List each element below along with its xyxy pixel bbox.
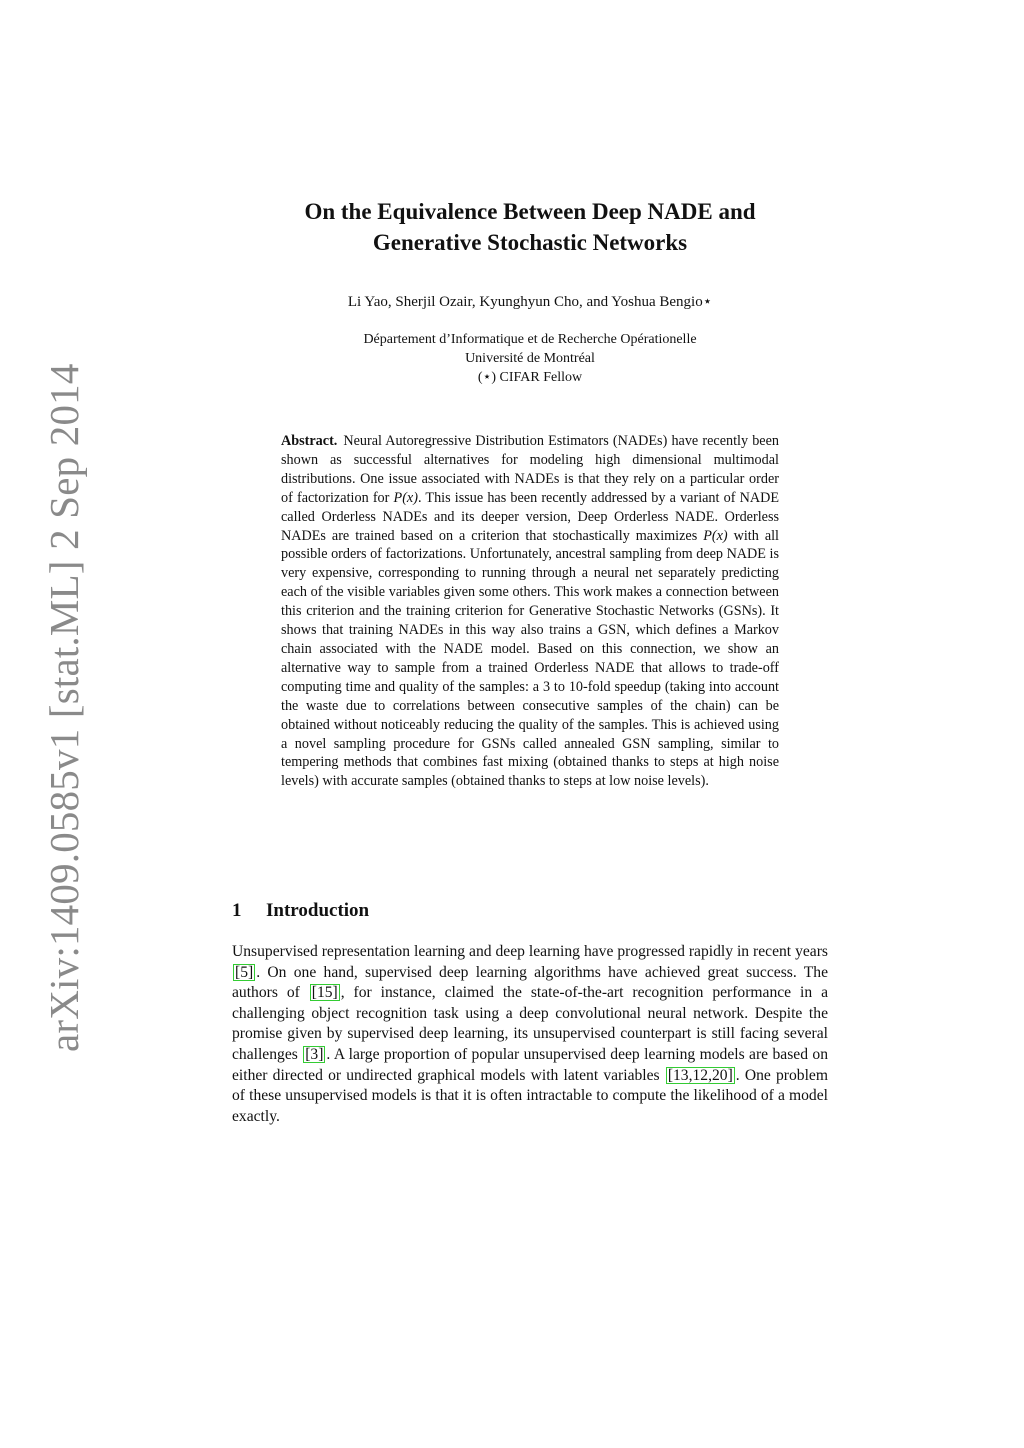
section-title: Introduction [266, 900, 370, 921]
affiliation-fellow-note: (⋆) CIFAR Fellow [477, 370, 583, 385]
citation-link-13-12-20[interactable]: [13,12,20] [667, 1066, 733, 1084]
paper-title [232, 196, 828, 258]
intro-text-1: Unsupervised representation learning and deep learning have progressed rapidly in recent years [232, 943, 828, 960]
section-heading-introduction [232, 898, 828, 924]
abstract-text-1: Neural Autoregressive Distribution Estimators (NADEs) have recently been shown as successful alternatives for modeling high dimensional multimodal distributions. One issue associated with NADEs is that they rely on a particular order of factorization for [281, 433, 779, 506]
paper-title-line-2: Generative Stochastic Networks [372, 230, 688, 255]
citation-link-3[interactable]: [3] [305, 1045, 324, 1063]
intro-text-2: . On one hand, supervised deep learning algorithms have achieved great success. The authors of [232, 963, 828, 1002]
citation-link-15[interactable]: [15] [311, 984, 338, 1002]
paper-title-line-1: On the Equivalence Between Deep NADE and [304, 199, 756, 224]
author-list: Li Yao, Sherjil Ozair, Kyunghyun Cho, and Yoshua Bengio⋆ [347, 294, 713, 310]
affiliation-block [232, 330, 828, 387]
abstract-text-3: with all possible orders of factorizations. Unfortunately, ancestral sampling from deep NADE is very expensive, corresponding to running through a neural net separately predicting each of the visible variables given some others. This work makes a connection between this criterion and the training criterion for Generative Stochastic Networks (GSNs). It shows that training NADEs in this way also trains a GSN, which defines a Markov chain associated with the NADE model. Based on this connection, we show an alternative way to sample from a trained Orderless NADE that allows to trade-off computing time and quality of the samples: a 3 to 10-fold speedup (taking into account the waste due to correlations between consecutive samples of the chain) can be obtained without noticeably reducing the quality of the samples. This is achieved using a novel sampling procedure for GSNs called annealed GSN sampling, similar to tempering methods that combines fast mixing (obtained thanks to steps at high noise levels) with accurate samples (obtained thanks to steps at low noise levels). [281, 527, 779, 790]
abstract-math-p-x-1: P(x) [393, 489, 418, 506]
intro-text-3: , for instance, claimed the state-of-the-art recognition performance in a challenging object recognition task using a deep convolutional neural network. Despite the promise given by supervised deep learning, its unsupervised counterpart is still facing several challenges [232, 984, 828, 1063]
introduction-paragraph [232, 942, 828, 1127]
affiliation-department: Département d’Informatique et de Recherche Opérationelle [363, 332, 697, 347]
abstract-math-p-x-2: P(x) [703, 527, 728, 544]
affiliation-university: Université de Montréal [465, 351, 595, 366]
abstract [281, 432, 779, 791]
intro-text-5: . One problem of these unsupervised models is that it is often intractable to compute the likelihood of a model exactly. [232, 1066, 828, 1125]
abstract-text-2: . This issue has been recently addressed by a variant of NADE called Orderless NADEs and its deeper version, Deep Orderless NADE. Orderless NADEs are trained based on a criterion that stochastically maximizes [281, 489, 780, 544]
citation-link-5[interactable]: [5] [235, 963, 254, 981]
section-number: 1 [232, 900, 242, 921]
arxiv-identifier: arXiv:1409.0585v1 [stat.ML] 2 Sep 2014 [41, 363, 87, 1052]
abstract-label: Abstract. [281, 433, 338, 449]
intro-text-4: . A large proportion of popular unsupervised deep learning models are based on either directed or undirected graphical models with latent variables [232, 1045, 828, 1084]
